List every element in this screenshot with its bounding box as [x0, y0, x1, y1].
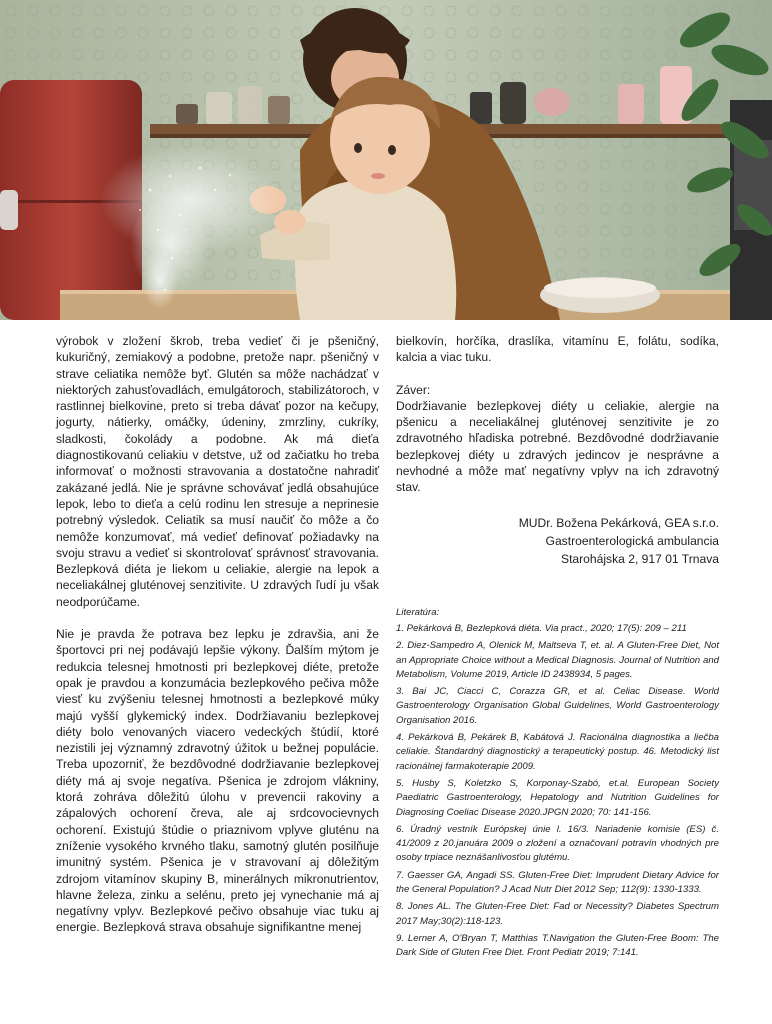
left-text-column — [56, 333, 379, 936]
kitchen-scene-image — [0, 0, 772, 320]
body-paragraph-continuation: bielkovín, horčíka, draslíka, vitamínu E, folátu, sodíka, kalcia a viac tuku. — [396, 334, 719, 365]
author-office: Gastroenterologická ambulancia — [545, 533, 719, 548]
reference-item: 7. Gaesser GA, Angadi SS. Gluten-Free Diet: Imprudent Dietary Advice for the General Population? J Acad Nutr Diet 2012 Sep; 112(9): 1330-1333. — [396, 869, 719, 896]
reference-item: 1. Pekárková B, Bezlepková diéta. Via pract., 2020; 17(5): 209 – 211 — [396, 622, 687, 634]
reference-item: 9. Lerner A, O'Bryan T, Matthias T.Navigation the Gluten-Free Boom: The Dark Side of Gluten Free Diet. Front Pediatr 2019; 7:141. — [396, 932, 719, 959]
conclusion-heading: Záver: — [396, 382, 431, 397]
reference-item: 6. Úradný vestník Európskej únie l. 16/3. Nariadenie komisie (ES) č. 41/2009 z 20.januára 2009 o zložení a označovaní potravín vhodných pre osoby trpiace neznášanlivosťou glutému. — [396, 823, 719, 864]
references-list — [396, 606, 719, 961]
author-address: Starohájska 2, 917 01 Trnava — [561, 551, 719, 566]
reference-item: 4. Pekárková B, Pekárek B, Kabátová J. Racionálna diagnostika a liečba celiakie. Štandardný diagnostický a terapeutický postup. 46. Metodický list racionálnej farmakoterapie 2009. — [396, 732, 719, 772]
reference-item: 8. Jones AL. The Gluten-Free Diet: Fad or Necessity? Diabetes Spectrum 2017 May;30(2):118-123. — [396, 901, 719, 927]
reference-item: 5. Husby S, Koletzko S, Korponay-Szabó, et.al. European Society Paediatric Gastroenterology, Hepatology and Nutrition Guidelines for Diagnosing Coeliac Disease 2020.JPGN 2020; 70: 141-156. — [396, 777, 719, 818]
reference-item: 2. Diez-Sampedro A, Olenick M, Maltseva T, et. al. A Gluten-Free Diet, Not an Appropriate Choice without a Medical Diagnosis. Journal of Nutrition and Metabolism, Volume 2019, Article ID 2438934, 5 pages. — [396, 640, 719, 680]
body-paragraph: výrobok v zložení škrob, treba vedieť či je pšeničný, kukuričný, zemiakový a podobne, pretože napr. pšeničný v strave celiatika nemôže byť. Glutén sa môže nachádzať v niektorých zahusťovadlách, emulgátoroch, stabilizátoroch, v rastlinnej bielkovine, preto si treba dávať pozor na kečupy, jogurty, nátierky, omáčky, údeniny, zmrzliny, cukríky, sladkosti, čokolády a podobne. Ak má dieťa diagnostikovanú celiakiu v detstve, už od začiatku ho treba informovať o možnosti stravovania a dostatočne nahradiť zakázané jedlá. Nie je správne schovávať jedlá obsahujúce lepok, lebo to dieťa a celú rodinu len stresuje a neprinesie potrebný výsledok. Celiatik sa musí naučiť čo môže a čo nemôže konzumovať, má vedieť definovať požiadavky na svoju stravu a vedieť si skontrolovať správnosť stravovania. Bezlepková diéta je liekom u celiakie, alergie na lepok a neceliakálnej gluténovej senzitivite. U zdravých ľudí ju však neodporúčame. — [56, 334, 379, 609]
right-text-column — [396, 333, 719, 964]
author-name: MUDr. Božena Pekárková, GEA s.r.o. — [518, 515, 719, 530]
conclusion-paragraph: Dodržiavanie bezlepkovej diéty u celiakie, alergie na pšenicu a neceliakálnej gluténovej senzitivite je zo zdravotného hľadiska potrebné. Bezdôvodné dodržiavanie bezlepkovej diéty u zdravých jedincov je nesprávne a nevhodné a môže mať negatívny vplyv na ich zdravotný stav. — [396, 398, 719, 495]
references-title: Literatúra: — [396, 606, 440, 618]
header-photo — [0, 0, 772, 320]
body-paragraph: Nie je pravda že potrava bez lepku je zdravšia, ani že športovci pri nej podávajú lepšie výkony. Ďalším mýtom je redukcia telesnej hmotnosti pri bezlepkovej diéte, pretože opak je pravdou a konzumácia bezlepkového pečiva môže viesť ku zvýšeniu telesnej hmotnosti a bezlepkové múky majú vyšší glykemický index. Dodržiavaniu bezlepkovej diéty bolo venovaných viacero vedeckých štúdií, ktoré nezistili jej významný zdravotný úžitok u bežnej populácie. Treba upozorniť, že bezdôvodné dodržiavanie bezlepkovej diéty má aj svoje negatíva. Pšenica je zdrojom vlákniny, ktorá zohráva dôležitú úlohu v prevencii rakoviny a zápalových ochorení čreva, ale aj srdcovocievnych ochorení. Existujú štúdie o priaznivom vplyve gluténu na zníženie vysokého krvného tlaku, samotný glutén posilňuje imunitný systém. Pšenica je v stravovaní aj dôležitým zdrojom vitamínov skupiny B, minerálnych mikronutrientov, hlavne železa, zinku a selénu, preto jej vynechanie má aj negatívny vplyv. Bezlepkové pečivo obsahuje viac tuku aj energie. Bezlepková strava obsahuje signifikantne menej — [56, 627, 379, 935]
author-signature — [396, 514, 719, 568]
reference-item: 3. Bai JC, Ciacci C, Corazza GR, et al. Celiac Disease. World Gastroenterology Organisation Global Guidelines, World Gastroenterology Organisation 2016. — [396, 686, 719, 726]
